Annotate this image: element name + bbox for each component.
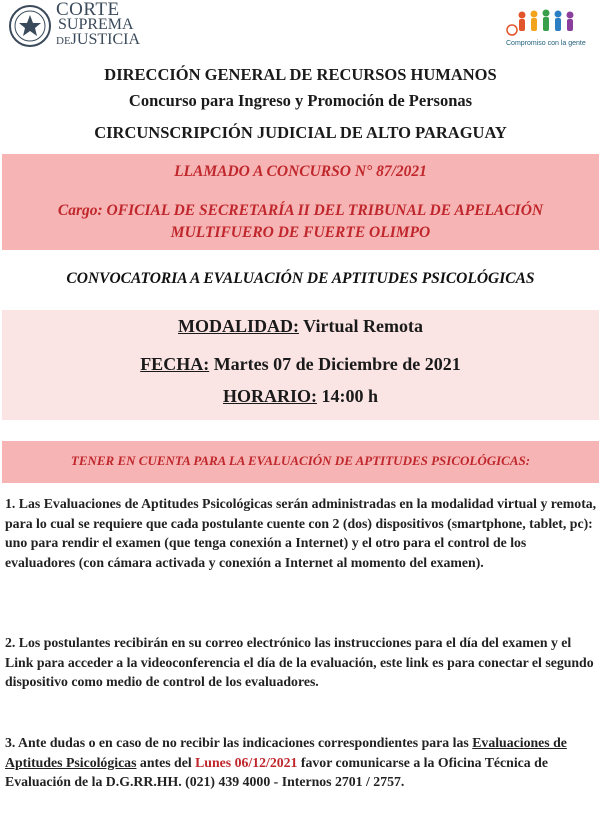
modalidad-label: MODALIDAD:: [178, 316, 299, 336]
position-line1: Cargo: OFICIAL DE SECRETARÍA II DEL TRIBUNAL DE APELACIÓN: [57, 202, 544, 219]
fecha-row: [2, 354, 599, 375]
partner-logo: [500, 6, 596, 54]
note-3-text-c: antes del: [136, 754, 196, 770]
notes-banner: [2, 441, 599, 483]
horario-value: 14:00 h: [316, 386, 378, 406]
header: [0, 0, 601, 60]
horario-label: HORARIO:: [222, 386, 317, 406]
court-logo: [56, 2, 140, 49]
note-2: 2. Los postulantes recibirán en su correo electrónico las instrucciones para el día del examen y el Link para acceder a la videoconferencia el día de la evaluación, este link es para conectar el segundo dispositivo como medio de control de los evaluadores.: [5, 635, 594, 689]
people-icon: [500, 6, 596, 40]
modalidad-value: Virtual Remota: [299, 316, 423, 336]
court-seal-icon: [8, 4, 52, 48]
fecha-label: FECHA:: [140, 354, 210, 374]
call-banner: [2, 154, 599, 250]
brand-line3: JUSTICIA: [70, 31, 141, 48]
note-3-text-a: 3. Ante dudas o en caso de no recibir las indicaciones correspondientes para las: [5, 735, 473, 750]
notes-heading: TENER EN CUENTA PARA LA EVALUACIÓN DE APTITUDES PSICOLÓGICAS:: [70, 453, 531, 468]
note-3-deadline: Lunes 06/12/2021: [195, 754, 298, 770]
note-3-text-e: favor comunicarse a la Oficina Técnica de Evaluación de la D.G.RR.HH. (021) 439 4000 - Internos 2701 / 2757.: [5, 754, 548, 789]
title-concurso: Concurso para Ingreso y Promoción de Personas: [128, 91, 473, 110]
fecha-value: Martes 07 de Diciembre de 2021: [209, 354, 461, 374]
horario-row: [2, 386, 599, 407]
position-line2: MULTIFUERO DE FUERTE OLIMPO: [170, 224, 431, 241]
call-number: LLAMADO A CONCURSO N° 87/2021: [174, 163, 427, 180]
note-3-evaluations-link-text: Evaluaciones de Aptitudes Psicológicas: [5, 735, 567, 770]
titles: [0, 64, 601, 148]
note-3: [5, 733, 599, 792]
title-circunscripcion: CIRCUNSCRIPCIÓN JUDICIAL DE ALTO PARAGUAY: [94, 123, 507, 142]
brand-line3-prefix: DE: [56, 35, 71, 47]
note-1: 1. Las Evaluaciones de Aptitudes Psicológicas serán administradas en la modalidad virtual y remota, para lo cual se requiere que cada postulante cuente con 2 (dos) dispositivos (smartphone, tablet, pc): uno para rendir el examen (que tenga conexión a Internet) y el otro para el control de los evaluadores (con cámara activada y conexión a Internet al momento del examen).: [5, 496, 597, 570]
partner-tagline: Compromiso con la gente: [506, 40, 586, 47]
schedule-box: [2, 310, 599, 420]
position-title: [2, 200, 599, 244]
brand-line1: CORTE: [56, 0, 120, 20]
brand-line2: SUPREMA: [58, 16, 134, 33]
modalidad-row: [2, 316, 599, 337]
convocatoria-heading: CONVOCATORIA A EVALUACIÓN DE APTITUDES PSICOLÓGICAS: [66, 270, 535, 287]
title-direccion: DIRECCIÓN GENERAL DE RECURSOS HUMANOS: [104, 65, 497, 84]
